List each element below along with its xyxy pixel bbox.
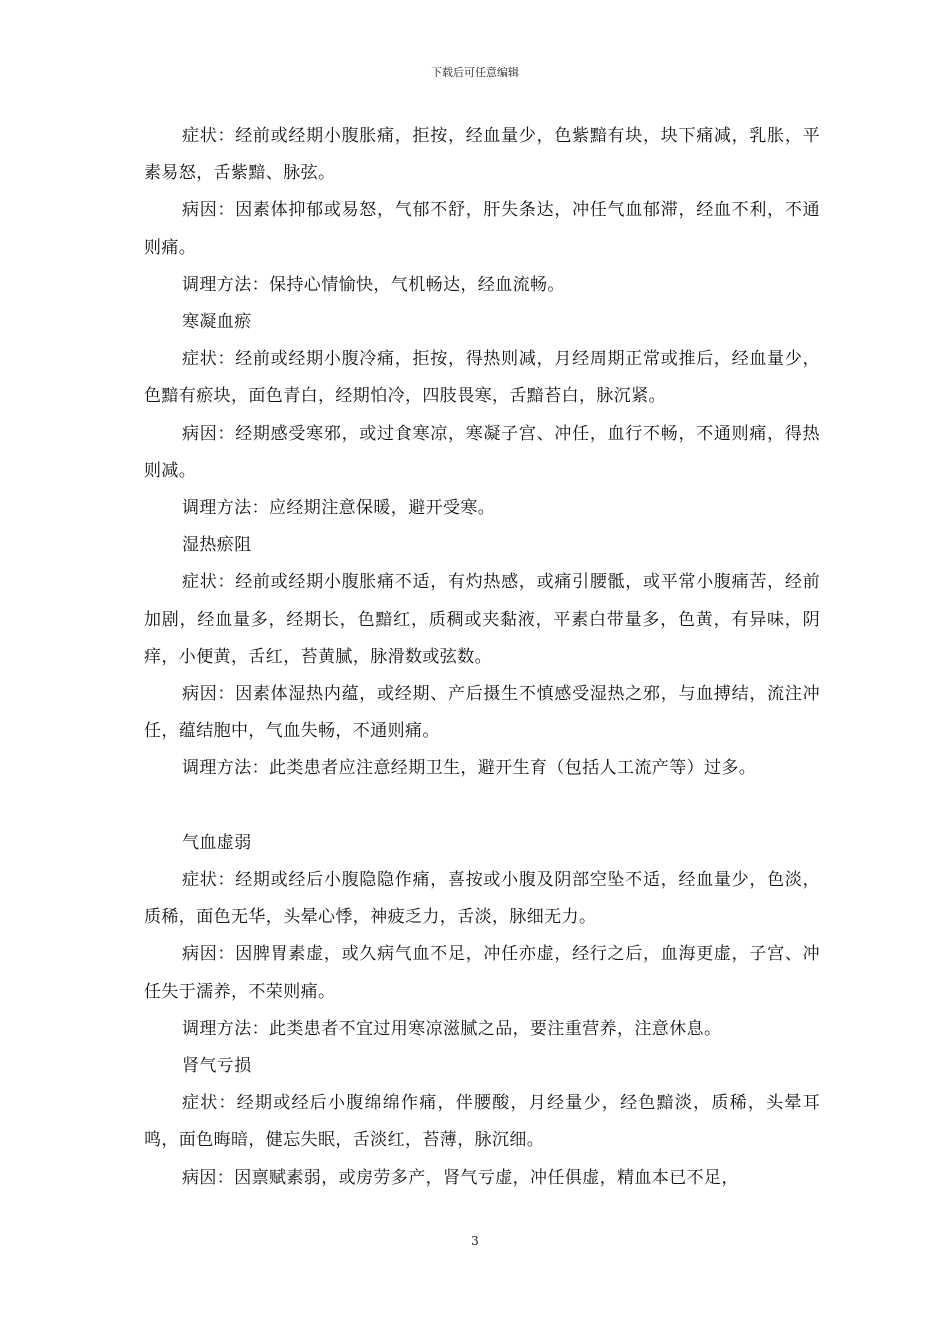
treatment-paragraph: 调理方法：应经期注意保暖，避开受寒。 [182,498,496,519]
treatment-paragraph: 调理方法：此类患者不宜过用寒凉滋腻之品，要注重营养，注意休息。 [182,1018,722,1039]
section-heading-cold-stasis: 寒凝血瘀 [182,312,252,333]
symptoms-paragraph: 症状：经期或经后小腹隐隐作痛，喜按或小腹及阴部空坠不适，经血量少，色淡，质稀，面色无华，头晕心悸，神疲乏力，舌淡，脉细无力。 [144,870,820,928]
symptoms-paragraph: 症状：经前或经期小腹冷痛，拒按，得热则减，月经周期正常或推后，经血量少，色黯有瘀块，面色青白，经期怕冷，四肢畏寒，舌黯苔白，脉沉紧。 [144,349,820,407]
blank-line [144,788,820,825]
cause-paragraph: 病因：因素体抑郁或易怒，气郁不舒，肝失条达，冲任气血郁滞，经血不利，不通则痛。 [144,200,820,258]
treatment-paragraph: 调理方法：保持心情愉快，气机畅达，经血流畅。 [182,274,565,295]
page-number: 3 [471,1234,479,1248]
symptoms-paragraph: 症状：经期或经后小腹绵绵作痛，伴腰酸，月经量少，经色黯淡，质稀，头晕耳鸣，面色晦暗，健忘失眠，舌淡红，苔薄，脉沉细。 [144,1093,820,1151]
cause-paragraph: 病因：经期感受寒邪，或过食寒凉，寒凝子宫、冲任，血行不畅，不通则痛，得热则减。 [144,423,820,481]
symptoms-paragraph: 症状：经前或经期小腹胀痛，拒按，经血量少，色紫黯有块，块下痛减，乳胀，平素易怒，舌紫黯、脉弦。 [144,126,820,184]
page-header: 下载后可任意编辑 [431,66,519,79]
cause-paragraph: 病因：因素体湿热内蕴，或经期、产后摄生不慎感受湿热之邪，与血搏结，流注冲任，蕴结胞中，气血失畅，不通则痛。 [144,684,820,742]
cause-paragraph: 病因：因禀赋素弱，或房劳多产，肾气亏虚，冲任俱虚，精血本已不足， [182,1167,739,1188]
section-heading-damp-heat: 湿热瘀阻 [182,535,252,556]
symptoms-paragraph: 症状：经前或经期小腹胀痛不适，有灼热感，或痛引腰骶，或平常小腹痛苦，经前加剧，经血量多，经期长，色黯红，质稠或夹黏液，平素白带量多，色黄，有异味，阴痒，小便黄，舌红，苔黄腻，脉滑数或弦数。 [144,572,820,667]
section-heading-kidney-deficiency: 肾气亏损 [182,1056,252,1077]
treatment-paragraph: 调理方法：此类患者应注意经期卫生，避开生育（包括人工流产等）过多。 [182,758,757,779]
cause-paragraph: 病因：因脾胃素虚，或久病气血不足，冲任亦虚，经行之后，血海更虚，子宫、冲任失于濡养，不荣则痛。 [144,944,820,1002]
document-body [144,118,820,1197]
section-heading-qi-blood-deficiency: 气血虚弱 [182,832,252,853]
